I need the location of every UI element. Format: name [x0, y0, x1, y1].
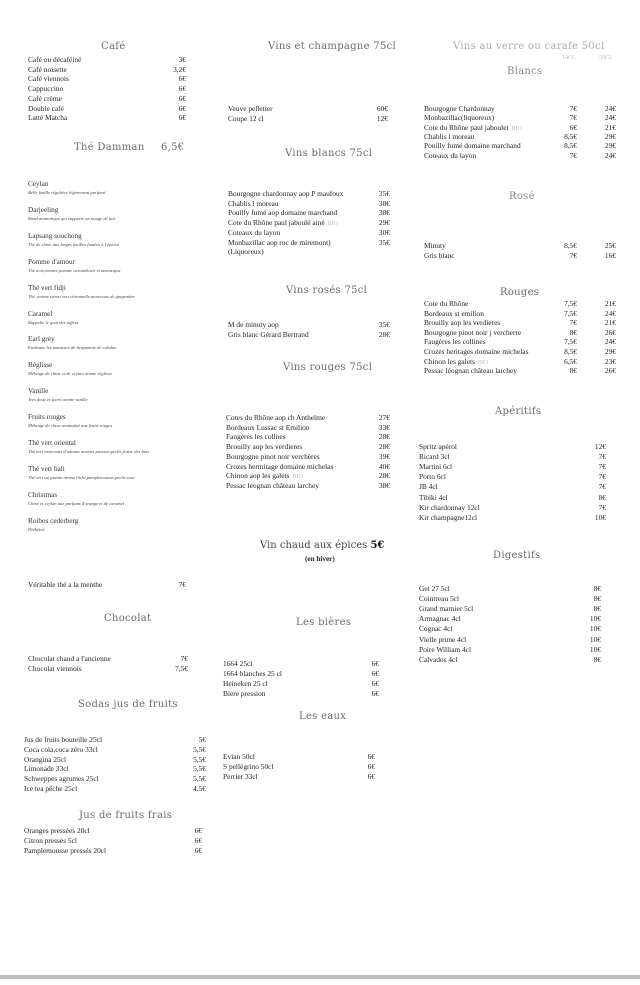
- item-price: 28€: [378, 442, 390, 452]
- item-name: Jus de fruits bouteille 25cl: [24, 735, 102, 744]
- item-name: Ricard 3cl: [419, 452, 450, 462]
- verre-rouges-title: Rouges: [500, 287, 540, 298]
- item-name: Spritz apérol: [419, 442, 457, 451]
- item-name: Citron pressés 5cl: [24, 836, 77, 846]
- price-carafe: 24€: [604, 337, 616, 347]
- item-price: 3,2€: [173, 64, 186, 74]
- item-name: Bourgogne pinot noir j vercherre: [424, 327, 522, 337]
- item-price: 6€: [178, 84, 186, 94]
- item-price: 30€: [378, 227, 390, 237]
- tea-description: Mélange de chine aromatisé aux fruits rouges: [28, 423, 113, 429]
- price-carafe: 16€: [604, 251, 616, 260]
- item-price: 3€: [178, 55, 186, 64]
- item-name-wrap: [424, 113, 494, 122]
- item-name: Café noisette: [28, 64, 67, 74]
- menthe-price: 7€: [178, 580, 186, 589]
- item-price: 35€: [378, 237, 390, 247]
- item-name: Heineken 25 cl: [223, 678, 268, 688]
- tea-description: Mélange de chine et de ceylan arome réglisse: [28, 371, 112, 377]
- bio-label: BIO: [292, 474, 303, 481]
- item-name: Monbazillac aop roc de miremont): [228, 237, 331, 247]
- item-name: Evian 50cl: [223, 752, 255, 761]
- item-price: 35€: [378, 320, 390, 329]
- item-name-wrap: [424, 241, 446, 250]
- rouges75-title: Vins rouges 75cl: [283, 362, 373, 373]
- item-name: Get 27 5cl: [419, 584, 450, 593]
- item-price: 38€: [378, 480, 390, 490]
- price-glass: 8,5€: [564, 141, 577, 151]
- price-glass: 7,5€: [564, 337, 577, 347]
- vin-chaud-label: Vin chaud aux épices: [260, 540, 368, 551]
- item-name: Coca cola,coca zéro 33cl: [24, 744, 98, 754]
- item-name-wrap: [424, 132, 475, 141]
- item-price: 6€: [371, 688, 379, 698]
- item-price: 5,5€: [193, 754, 206, 764]
- vin-chaud-title: [260, 540, 384, 551]
- item-price: 7€: [598, 502, 606, 512]
- item-name: Porto 6cl: [419, 472, 446, 482]
- price-glass: 7€: [569, 104, 577, 113]
- item-price: 40€: [378, 461, 390, 471]
- item-price: 6€: [367, 762, 375, 771]
- item-name: Bordeaux Lussac st Emilion: [226, 422, 310, 432]
- item-name-wrap: [424, 251, 455, 260]
- tea-description: Déthéiné: [28, 526, 45, 532]
- item-price: 12€: [594, 442, 606, 451]
- price-glass: 7€: [569, 251, 577, 260]
- price-carafe: 23€: [604, 356, 616, 366]
- item-name: Veuve pelletier: [228, 104, 273, 113]
- item-price: 10€: [589, 644, 601, 654]
- price-carafe: 21€: [604, 318, 616, 328]
- tea-description: Thé de chine aux larges feuilles fumées à l'épicea: [28, 241, 119, 247]
- item-price: 29€: [378, 218, 390, 228]
- item-price: 7€: [598, 452, 606, 462]
- item-name: Cointreau 5cl: [419, 594, 460, 604]
- item-name: Chocolat viennois: [28, 664, 82, 674]
- item-name: Latté Matcha: [28, 113, 68, 123]
- item-name: Chinon aop les galets: [226, 471, 290, 481]
- item-name: 1664 blanches 25 cl: [223, 668, 282, 678]
- tea-description: Thé vert morceaux d'ananas aromes passion,peche,fraise des bois: [28, 449, 150, 454]
- item-name: Cotes du Rhône aop ch Anthelme: [226, 413, 326, 422]
- item-price: 12€: [376, 114, 388, 124]
- menthe-name: Véritable thé a la menthe: [28, 580, 103, 589]
- item-name: Bordeaux st emilion: [424, 308, 484, 318]
- price-glass: 7€: [569, 150, 577, 160]
- price-carafe: 29€: [604, 141, 616, 151]
- price-glass: 6,5€: [564, 356, 577, 366]
- item-name: Chinon les galets: [424, 356, 475, 366]
- digestifs-title: Digestifs: [493, 550, 541, 561]
- item-name: Cappuccino: [28, 84, 64, 94]
- item-price: 4,5€: [193, 784, 206, 793]
- tea-name: Lapsang souchong: [28, 231, 82, 240]
- item-price: 6€: [178, 74, 186, 84]
- item-name: Cote du Rhône paul jaboulet: [424, 122, 509, 132]
- item-price: 35€: [378, 189, 390, 198]
- item-name: Chablis l moreau: [228, 198, 279, 208]
- item-name: Poire William 4cl: [419, 644, 472, 654]
- item-name: Martini 6cl: [419, 462, 453, 472]
- tea-name: Fruits rouges: [28, 413, 66, 422]
- item-price: 7€: [598, 462, 606, 472]
- item-name: Gris blanc: [424, 251, 455, 260]
- item-name: Brouilly aop les verdieres: [424, 318, 501, 328]
- item-name: 1664 25cl: [223, 659, 253, 668]
- tea-description: Rond aromatique qui supporte un nuage de lait: [28, 215, 115, 221]
- tea-name: Réglisse: [28, 361, 53, 370]
- item-name: Cote du Rhône paul jaboulé ainé: [228, 218, 325, 228]
- tea-name: Earl grey: [28, 335, 55, 344]
- roses75-title: Vins rosés 75cl: [286, 285, 368, 296]
- champagne-title: Vins et champagne 75cl: [268, 41, 397, 52]
- price-glass: 7,5€: [564, 299, 577, 308]
- item-price: 6€: [178, 103, 186, 113]
- vin-chaud-sub: (en hiver): [305, 555, 335, 563]
- item-name: Vielle prune 4cl: [419, 634, 467, 644]
- tea-name: Roibos cederberg: [28, 516, 79, 525]
- item-price: 10€: [594, 512, 606, 522]
- item-name: Pouilly fumé domaine marchand: [424, 141, 521, 151]
- price-glass: 8,5€: [564, 241, 577, 250]
- chocolat-title: Chocolat: [104, 613, 152, 624]
- bio-label: BIO: [477, 359, 489, 366]
- item-name: Schweppes agrumes 25cl: [24, 774, 99, 784]
- tea-description: Thé noir,aromes pomme caramélisée et maracujas: [28, 267, 121, 273]
- item-price: 10€: [589, 614, 601, 624]
- item-name: Monbazillac(liquoreux): [424, 113, 495, 123]
- item-name-wrap: [424, 366, 517, 375]
- item-price: 10€: [589, 624, 601, 634]
- price-glass: 8,5€: [564, 347, 577, 356]
- item-name-wrap: [424, 299, 468, 308]
- price-carafe: 24€: [604, 104, 616, 113]
- tea-name: Ceylan: [28, 180, 49, 188]
- item-name: Café viennois: [28, 74, 69, 84]
- price-glass: 8€: [569, 327, 577, 337]
- price-carafe: 25€: [604, 241, 616, 250]
- item-name-wrap: [424, 141, 521, 150]
- item-name: Kir champagne12cl: [419, 512, 478, 522]
- item-price: 38€: [378, 208, 390, 218]
- item-price: 6€: [194, 846, 202, 856]
- item-name: S pellégrino 50cl: [223, 762, 274, 771]
- tea-description: Enchante les amateurs de bergamote de calabre: [28, 345, 117, 351]
- tea-name: Thé vert bali: [28, 464, 65, 473]
- item-name: (Liquoreux): [228, 247, 264, 257]
- item-name: Cognac 4cl: [419, 624, 453, 634]
- item-name: Coteaux du layon: [228, 227, 281, 237]
- item-name: Café ou décaféiné: [28, 55, 82, 64]
- item-name: Pessac léognan château larchey: [424, 366, 517, 376]
- item-name: Tibiki 4cl: [419, 492, 448, 502]
- item-price: 7€: [598, 482, 606, 492]
- item-price: 6€: [178, 93, 186, 103]
- item-name: Café crème: [28, 93, 62, 103]
- item-name: Pamplemousse pressés 20cl: [24, 846, 107, 856]
- tea-name: Pomme d'amour: [28, 257, 76, 266]
- item-name-wrap: [424, 337, 486, 346]
- item-name-wrap: [424, 104, 495, 113]
- item-price: 6€: [367, 772, 375, 781]
- verre-blancs-title: Blancs: [507, 66, 543, 77]
- price-glass: 8,5€: [564, 131, 577, 141]
- verre-col1: 14CL: [562, 55, 576, 61]
- item-price: 38€: [378, 198, 390, 208]
- item-name: Chablis l moreau: [424, 131, 475, 141]
- price-carafe: 24€: [604, 150, 616, 160]
- item-price: 33€: [378, 422, 390, 432]
- price-glass: 6€: [569, 122, 577, 132]
- item-name-wrap: [424, 309, 484, 318]
- blancs75-title: Vins blancs 75cl: [285, 148, 373, 159]
- item-name: Ice tea pêche 25cl: [24, 784, 78, 793]
- item-name: Coupe 12 cl: [228, 114, 264, 124]
- item-price: 28€: [378, 471, 390, 481]
- item-name: Crozes heritages domaine michelas: [424, 347, 529, 356]
- tea-name: Caramel: [28, 309, 53, 318]
- item-price: 7€: [598, 472, 606, 482]
- item-price: 8€: [593, 654, 601, 664]
- price-carafe: 26€: [604, 366, 616, 376]
- item-name: Pessac leognan château larchey: [226, 480, 319, 490]
- item-price: 7,5€: [175, 664, 188, 674]
- item-name: Calvados 4cl: [419, 654, 458, 664]
- verre-title: Vins au verre ou carafe 50cl: [453, 41, 605, 52]
- tea-description: Rappelle le gout des toffees: [28, 319, 79, 325]
- item-name: JB 4cl: [419, 482, 438, 492]
- tea-description: Thé vert au jasmin arome litchi,pamplemousse,peche,rose: [28, 474, 135, 480]
- item-name: Bourgogne Chardonnay: [424, 104, 495, 113]
- item-price: 27€: [378, 413, 390, 422]
- item-name: Chocolat chaud a l'ancienne: [28, 654, 111, 663]
- item-price: 6€: [178, 113, 186, 123]
- item-price: 5,5€: [193, 774, 206, 784]
- tea-name: Thé vert oriental: [28, 439, 76, 447]
- item-name: Double café: [28, 103, 64, 113]
- item-price: 28€: [378, 330, 390, 340]
- item-name: Kir chardonnay 12cl: [419, 502, 480, 512]
- price-carafe: 29€: [604, 131, 616, 141]
- item-price: 6€: [371, 678, 379, 688]
- item-name: Oranges pressées 20cl: [24, 826, 90, 835]
- item-name: Armagnac 4cl: [419, 614, 461, 624]
- tea-name: Thé vert fidji: [28, 283, 66, 292]
- bio-label: BIO: [327, 221, 339, 228]
- item-name: Brouilly aop les verdieres: [226, 442, 303, 452]
- item-name: Biere pression: [223, 688, 266, 698]
- item-price: 39€: [378, 451, 390, 461]
- bio-label: BIO: [511, 125, 522, 132]
- item-name: Limonade 33cl: [24, 764, 69, 774]
- price-glass: 7€: [569, 113, 577, 123]
- item-name: Grand marnier 5cl: [419, 604, 474, 614]
- price-carafe: 21€: [604, 299, 616, 308]
- item-name: Gris blanc Gérard Bertrand: [228, 330, 309, 340]
- item-name: Cote du Rhône: [424, 299, 469, 308]
- price-glass: 7€: [569, 318, 577, 328]
- item-name: Coteaux du layon: [424, 150, 477, 160]
- item-name: Minuty: [424, 241, 446, 250]
- price-carafe: 24€: [604, 113, 616, 123]
- price-carafe: 24€: [604, 308, 616, 318]
- item-name-wrap: [424, 318, 500, 327]
- item-price: 6€: [194, 836, 202, 846]
- item-price: 8€: [598, 492, 606, 502]
- eaux-title: Les eaux: [299, 711, 347, 722]
- price-carafe: 29€: [604, 347, 616, 356]
- item-name: Faugères les collines: [424, 337, 486, 347]
- sodas-title: Sodas jus de fruits: [78, 699, 178, 710]
- tea-description: Belle feuille régulière légèrement parfumé: [28, 190, 106, 195]
- item-name: Crozes hermitage domaine michelas: [226, 461, 334, 471]
- item-price: 10€: [589, 634, 601, 644]
- item-name: Faugères les collnes: [226, 432, 286, 442]
- item-name: M de minuty aop: [228, 320, 279, 329]
- item-price: 5€: [198, 735, 206, 744]
- verre-col2: 50CL: [599, 55, 613, 61]
- page-bottom-border: [0, 975, 640, 979]
- tea-name: Vanille: [28, 387, 49, 396]
- item-price: 7€: [180, 654, 188, 663]
- tea-description: Tres doux et sucré arome vanille: [28, 397, 88, 403]
- jus-title: Jus de fruits frais: [79, 810, 173, 821]
- vin-chaud-price: 5€: [370, 540, 385, 551]
- item-name: Bourgogne chardonnay aop P maufoux: [228, 189, 344, 198]
- item-name: Bourgogne pinot noir verchères: [226, 451, 320, 461]
- item-name: Orangina 25cl: [24, 754, 67, 764]
- item-price: 6€: [194, 826, 202, 835]
- price-carafe: 21€: [604, 122, 616, 132]
- the-title: Thé Damman: [74, 142, 145, 153]
- tea-name: Christmas: [28, 490, 58, 499]
- price-glass: 8€: [569, 366, 577, 376]
- tea-name: Darjeeling: [28, 205, 59, 214]
- item-price: 6€: [371, 659, 379, 668]
- bieres-title: Les bières: [296, 617, 352, 628]
- item-price: 6€: [367, 752, 375, 761]
- the-price: 6,5€: [161, 142, 185, 153]
- item-name-wrap: [424, 328, 521, 337]
- aperitifs-title: Apéritifs: [495, 406, 542, 417]
- item-price: 28€: [378, 432, 390, 442]
- item-name-wrap: [424, 347, 528, 356]
- item-name: Perrier 33cl: [223, 772, 258, 781]
- tea-description: Chine et ceylan aux parfums d'orange et de caramel: [28, 500, 125, 506]
- item-price: 8€: [593, 594, 601, 604]
- item-price: 5,5€: [193, 764, 206, 774]
- verre-rose-title: Rosé: [509, 191, 535, 202]
- item-price: 6€: [371, 668, 379, 678]
- item-name-wrap: [424, 151, 476, 160]
- price-carafe: 26€: [604, 327, 616, 337]
- item-price: 8€: [593, 584, 601, 593]
- item-name: Pouilly fumé aop domaine marchand: [228, 208, 338, 218]
- item-price: 60€: [376, 104, 388, 113]
- item-price: 5,5€: [193, 744, 206, 754]
- item-price: 8€: [593, 604, 601, 614]
- tea-description: Thé ,arome citron vert citronnelle,morceaux de gingembre: [28, 293, 136, 299]
- price-glass: 7,5€: [564, 308, 577, 318]
- cafe-title: Café: [101, 41, 126, 52]
